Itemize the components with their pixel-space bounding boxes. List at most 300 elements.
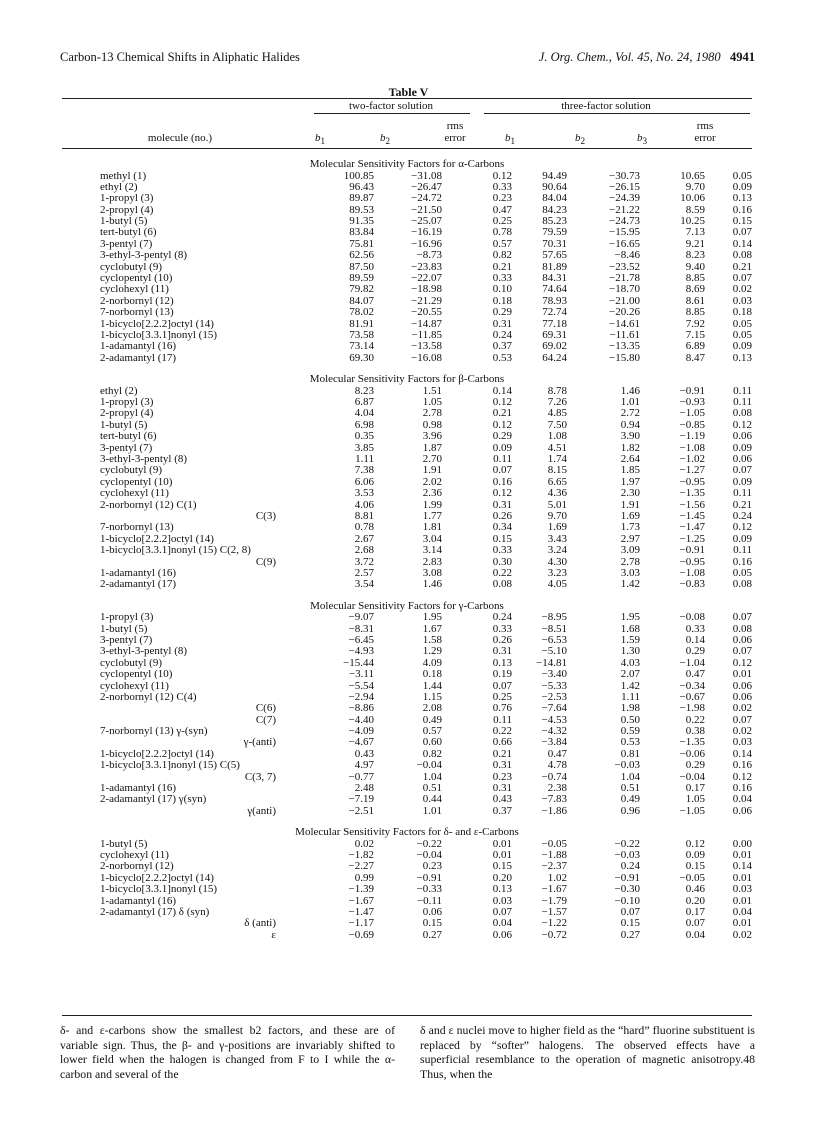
value-cell: 0.06 <box>732 430 752 443</box>
value-cell: −0.11 <box>416 894 442 907</box>
value-cell: 1.08 <box>547 430 567 443</box>
value-cell: −7.83 <box>541 793 567 806</box>
value-cell: 0.76 <box>492 702 512 715</box>
value-cell: 0.07 <box>732 272 752 285</box>
value-cell: −0.05 <box>679 871 705 884</box>
value-cell: −15.95 <box>609 226 640 239</box>
value-cell: 0.66 <box>492 736 512 749</box>
value-cell: −1.98 <box>679 702 705 715</box>
value-cell: −9.07 <box>348 611 374 624</box>
value-cell: 1.01 <box>422 804 442 817</box>
value-cell: 3.43 <box>547 532 567 545</box>
value-cell: 84.31 <box>542 272 567 285</box>
value-cell: −18.70 <box>609 283 640 296</box>
value-cell: −1.08 <box>679 566 705 579</box>
molecule-cell: cyclopentyl (10) <box>100 272 173 285</box>
molecule-cell: 1-propyl (3) <box>100 611 154 624</box>
value-cell: 0.07 <box>732 226 752 239</box>
value-cell: 73.14 <box>349 340 374 353</box>
value-cell: −7.64 <box>541 702 567 715</box>
value-cell: 69.31 <box>542 328 567 341</box>
value-cell: 0.99 <box>354 871 374 884</box>
value-cell: −11.85 <box>411 328 442 341</box>
value-cell: 94.49 <box>542 169 567 182</box>
molecule-cell: 3-pentyl (7) <box>100 237 153 250</box>
two-factor-rule <box>314 113 470 114</box>
value-cell: −0.22 <box>614 837 640 850</box>
col-three-b2: $b_2$ <box>574 132 586 147</box>
molecule-cell: cyclobutyl (9) <box>100 464 163 477</box>
molecule-cell: cyclobutyl (9) <box>100 260 163 273</box>
table-header-rule <box>62 148 752 149</box>
value-cell: 0.09 <box>732 340 752 353</box>
value-cell: 3.24 <box>547 544 567 557</box>
value-cell: 0.25 <box>492 215 512 228</box>
value-cell: −16.65 <box>609 237 640 250</box>
value-cell: 1.29 <box>422 645 442 658</box>
value-cell: 0.15 <box>492 860 512 873</box>
value-cell: 6.89 <box>685 340 705 353</box>
value-cell: 0.33 <box>492 622 512 635</box>
value-cell: 78.02 <box>349 306 374 319</box>
value-cell: −0.03 <box>614 759 640 772</box>
value-cell: 0.05 <box>732 169 752 182</box>
three-factor-header: three-factor solution <box>561 100 651 112</box>
value-cell: 0.11 <box>733 487 752 500</box>
value-cell: 2.30 <box>620 487 640 500</box>
value-cell: 1.42 <box>620 578 640 591</box>
value-cell: −0.08 <box>679 611 705 624</box>
value-cell: −0.03 <box>614 849 640 862</box>
value-cell: 0.02 <box>354 837 374 850</box>
value-cell: 0.50 <box>620 713 640 726</box>
value-cell: 81.91 <box>349 317 374 330</box>
value-cell: 0.06 <box>732 679 752 692</box>
value-cell: −1.82 <box>348 849 374 862</box>
value-cell: 3.54 <box>354 578 374 591</box>
value-cell: 64.24 <box>542 351 567 364</box>
value-cell: 9.70 <box>685 180 705 193</box>
value-cell: 8.47 <box>685 351 705 364</box>
table-row <box>62 692 752 703</box>
table-row <box>62 646 752 657</box>
value-cell: 0.13 <box>732 351 752 364</box>
molecule-cell: 3-ethyl-3-pentyl (8) <box>100 249 188 262</box>
table-body <box>62 155 752 941</box>
table-row <box>62 522 752 533</box>
value-cell: 0.23 <box>492 770 512 783</box>
value-cell: 9.21 <box>685 237 705 250</box>
value-cell: 0.08 <box>732 407 752 420</box>
table-title: Table V <box>388 85 429 99</box>
value-cell: 2.02 <box>422 475 442 488</box>
molecule-cell: 2-norbornyl (12) <box>100 294 174 307</box>
value-cell: 0.98 <box>422 418 442 431</box>
value-cell: 0.04 <box>732 793 752 806</box>
value-cell: 1.91 <box>422 464 442 477</box>
table-row <box>62 806 752 817</box>
value-cell: 2.67 <box>354 532 374 545</box>
value-cell: 6.65 <box>547 475 567 488</box>
value-cell: 0.01 <box>732 894 752 907</box>
value-cell: 0.13 <box>492 656 512 669</box>
value-cell: 0.24 <box>620 860 640 873</box>
value-cell: 0.20 <box>492 871 512 884</box>
value-cell: 1.81 <box>422 521 442 534</box>
two-factor-header: two-factor solution <box>348 100 433 112</box>
value-cell: 0.29 <box>492 306 512 319</box>
value-cell: −0.33 <box>416 883 442 896</box>
value-cell: 0.17 <box>685 906 705 919</box>
value-cell: 0.04 <box>492 917 512 930</box>
value-cell: 5.01 <box>547 498 567 511</box>
value-cell: −26.47 <box>411 180 442 193</box>
value-cell: 0.21 <box>492 747 512 760</box>
value-cell: −0.91 <box>614 871 640 884</box>
value-cell: 84.04 <box>542 192 567 205</box>
value-cell: −1.17 <box>348 917 374 930</box>
value-cell: 1.46 <box>620 384 640 397</box>
table-row <box>62 760 752 771</box>
value-cell: 0.21 <box>492 407 512 420</box>
value-cell: 0.14 <box>732 860 752 873</box>
table-row <box>62 930 752 941</box>
value-cell: 0.16 <box>732 555 752 568</box>
value-cell: 0.07 <box>685 917 705 930</box>
molecule-cell: 1-butyl (5) <box>100 418 148 431</box>
value-cell: −1.67 <box>541 883 567 896</box>
value-cell: 3.14 <box>422 544 442 557</box>
value-cell: −1.88 <box>541 849 567 862</box>
value-cell: 0.08 <box>732 249 752 262</box>
col-two-rms-error: rms error <box>444 120 466 144</box>
value-cell: 0.35 <box>354 430 374 443</box>
value-cell: 1.99 <box>422 498 442 511</box>
value-cell: 90.64 <box>542 180 567 193</box>
page-number: 4941 <box>730 50 755 64</box>
value-cell: 0.04 <box>685 928 705 941</box>
value-cell: 0.34 <box>492 521 512 534</box>
value-cell: −21.22 <box>609 203 640 216</box>
value-cell: −0.22 <box>416 837 442 850</box>
value-cell: −16.08 <box>411 351 442 364</box>
running-header-citation <box>539 50 755 65</box>
molecule-cell: cyclohexyl (11) <box>100 487 169 500</box>
molecule-cell: 2-propyl (4) <box>100 407 154 420</box>
value-cell: −6.53 <box>541 633 567 646</box>
value-cell: 8.59 <box>685 203 705 216</box>
value-cell: −4.93 <box>348 645 374 658</box>
value-cell: −1.04 <box>679 656 705 669</box>
molecule-cell: γ-(anti) <box>243 736 276 749</box>
section-title: Molecular Sensitivity Factors for β-Carbons <box>309 373 505 386</box>
col-three-b3: $b_3$ <box>636 132 648 147</box>
value-cell: 8.61 <box>685 294 705 307</box>
value-cell: 3.23 <box>547 566 567 579</box>
value-cell: 7.26 <box>547 396 567 409</box>
value-cell: 0.02 <box>732 725 752 738</box>
value-cell: 4.30 <box>547 555 567 568</box>
value-cell: 0.37 <box>492 340 512 353</box>
value-cell: −8.73 <box>416 249 442 262</box>
value-cell: 84.23 <box>542 203 567 216</box>
value-cell: −0.95 <box>679 555 705 568</box>
molecule-cell: tert-butyl (6) <box>100 226 157 239</box>
value-cell: 4.05 <box>547 578 567 591</box>
table-row <box>62 171 752 182</box>
value-cell: 0.22 <box>685 713 705 726</box>
value-cell: 0.51 <box>620 782 640 795</box>
value-cell: 0.16 <box>732 203 752 216</box>
value-cell: 0.21 <box>732 260 752 273</box>
value-cell: −0.93 <box>679 396 705 409</box>
value-cell: 0.31 <box>492 317 512 330</box>
molecule-cell: 7-norbornyl (13) <box>100 306 174 319</box>
molecule-cell: 1-butyl (5) <box>100 622 148 635</box>
table-row <box>62 545 752 556</box>
value-cell: 0.15 <box>620 917 640 930</box>
molecule-cell: 2-propyl (4) <box>100 203 154 216</box>
value-cell: 2.97 <box>620 532 640 545</box>
value-cell: −1.22 <box>541 917 567 930</box>
table-row <box>62 703 752 714</box>
value-cell: 0.23 <box>422 860 442 873</box>
journal-name: J. Org. Chem., <box>538 50 612 64</box>
molecule-cell: 1-adamantyl (16) <box>100 566 177 579</box>
value-cell: 1.69 <box>620 509 640 522</box>
value-cell: −3.40 <box>541 668 567 681</box>
molecule-cell: 7-norbornyl (13) γ-(syn) <box>100 725 208 738</box>
value-cell: 0.57 <box>492 237 512 250</box>
value-cell: 0.22 <box>492 725 512 738</box>
value-cell: −3.11 <box>348 668 374 681</box>
value-cell: 73.58 <box>349 328 374 341</box>
value-cell: 0.47 <box>492 203 512 216</box>
molecule-cell: 3-ethyl-3-pentyl (8) <box>100 452 188 465</box>
value-cell: 1.98 <box>620 702 640 715</box>
value-cell: 0.16 <box>492 475 512 488</box>
value-cell: −22.07 <box>411 272 442 285</box>
value-cell: 1.95 <box>620 611 640 624</box>
value-cell: 3.09 <box>620 544 640 557</box>
value-cell: 7.15 <box>685 328 705 341</box>
value-cell: 1.11 <box>355 452 374 465</box>
table-row <box>62 500 752 511</box>
value-cell: −1.05 <box>679 804 705 817</box>
value-cell: −20.26 <box>609 306 640 319</box>
table-row <box>62 420 752 431</box>
value-cell: 1.82 <box>620 441 640 454</box>
table-row <box>62 353 752 364</box>
value-cell: 1.77 <box>422 509 442 522</box>
value-cell: 4.51 <box>547 441 567 454</box>
molecule-cell: C(7) <box>255 713 276 726</box>
value-cell: 7.92 <box>685 317 705 330</box>
value-cell: 0.02 <box>732 702 752 715</box>
value-cell: 1.02 <box>547 871 567 884</box>
value-cell: 1.42 <box>620 679 640 692</box>
value-cell: 0.53 <box>620 736 640 749</box>
value-cell: −5.54 <box>348 679 374 692</box>
value-cell: 0.13 <box>732 192 752 205</box>
molecule-cell: tert-butyl (6) <box>100 430 157 443</box>
value-cell: 0.10 <box>492 283 512 296</box>
value-cell: 0.01 <box>732 668 752 681</box>
value-cell: 81.89 <box>542 260 567 273</box>
value-cell: 0.12 <box>492 169 512 182</box>
col-three-rms-error: rms error <box>694 120 716 144</box>
value-cell: −8.86 <box>348 702 374 715</box>
body-right-column: δ and ε nuclei move to higher field as the “hard” fluorine substituent is replaced by “softer” halogens. The observed effects have a superficial resemblance to the operation of magnetic anisotropy.48 Thus, when the <box>420 1023 755 1081</box>
value-cell: 4.78 <box>547 759 567 772</box>
col-two-b1: $b_1$ <box>314 132 326 147</box>
value-cell: −1.86 <box>541 804 567 817</box>
table-row <box>62 579 752 590</box>
value-cell: 0.09 <box>732 475 752 488</box>
table-row <box>62 397 752 408</box>
value-cell: 0.31 <box>492 498 512 511</box>
value-cell: 0.01 <box>732 849 752 862</box>
value-cell: 1.69 <box>547 521 567 534</box>
value-cell: 0.07 <box>620 906 640 919</box>
value-cell: −1.47 <box>348 906 374 919</box>
value-cell: 3.08 <box>422 566 442 579</box>
value-cell: 2.72 <box>620 407 640 420</box>
value-cell: −0.04 <box>416 849 442 862</box>
value-cell: 0.16 <box>732 759 752 772</box>
molecule-cell: cyclohexyl (11) <box>100 283 169 296</box>
value-cell: 1.04 <box>620 770 640 783</box>
value-cell: 100.85 <box>343 169 374 182</box>
molecule-cell: γ(anti) <box>247 804 276 817</box>
value-cell: 4.04 <box>354 407 374 420</box>
value-cell: 0.82 <box>422 747 442 760</box>
molecule-cell: 2-norbornyl (12) C(1) <box>100 498 197 511</box>
value-cell: 0.14 <box>732 237 752 250</box>
value-cell: 0.11 <box>733 396 752 409</box>
value-cell: −4.67 <box>348 736 374 749</box>
table-top-rule <box>62 98 752 99</box>
value-cell: 0.07 <box>492 906 512 919</box>
value-cell: 2.78 <box>422 407 442 420</box>
value-cell: 6.98 <box>354 418 374 431</box>
table-row <box>62 408 752 419</box>
value-cell: 1.59 <box>620 633 640 646</box>
section-gap <box>62 591 752 597</box>
value-cell: 10.06 <box>680 192 705 205</box>
value-cell: 0.33 <box>492 272 512 285</box>
molecule-cell: cyclohexyl (11) <box>100 849 169 862</box>
value-cell: −0.04 <box>679 770 705 783</box>
value-cell: 0.43 <box>492 793 512 806</box>
value-cell: 8.23 <box>685 249 705 262</box>
volume-issue: Vol. 45, No. 24, 1980 <box>615 50 721 64</box>
value-cell: 9.70 <box>547 509 567 522</box>
value-cell: 0.43 <box>354 747 374 760</box>
value-cell: 8.81 <box>354 509 374 522</box>
value-cell: −1.79 <box>541 894 567 907</box>
table-row <box>62 227 752 238</box>
value-cell: 8.15 <box>547 464 567 477</box>
value-cell: 2.36 <box>422 487 442 500</box>
value-cell: 77.18 <box>542 317 567 330</box>
value-cell: 0.01 <box>732 917 752 930</box>
value-cell: 87.50 <box>349 260 374 273</box>
value-cell: 0.27 <box>422 928 442 941</box>
table-row <box>62 488 752 499</box>
value-cell: 0.27 <box>620 928 640 941</box>
value-cell: 1.67 <box>422 622 442 635</box>
value-cell: 0.09 <box>732 532 752 545</box>
table-row <box>62 726 752 737</box>
value-cell: −0.72 <box>541 928 567 941</box>
value-cell: 1.44 <box>422 679 442 692</box>
value-cell: 1.68 <box>620 622 640 635</box>
value-cell: −6.45 <box>348 633 374 646</box>
value-cell: 1.74 <box>547 452 567 465</box>
value-cell: 1.97 <box>620 475 640 488</box>
value-cell: −0.91 <box>679 384 705 397</box>
value-cell: 4.97 <box>354 759 374 772</box>
value-cell: 2.57 <box>354 566 374 579</box>
value-cell: 0.00 <box>732 837 752 850</box>
value-cell: 0.82 <box>492 249 512 262</box>
value-cell: 0.07 <box>732 611 752 624</box>
value-cell: 0.38 <box>685 725 705 738</box>
value-cell: 8.78 <box>547 384 567 397</box>
value-cell: −0.30 <box>614 883 640 896</box>
value-cell: −1.67 <box>348 894 374 907</box>
value-cell: 0.11 <box>733 544 752 557</box>
value-cell: −2.27 <box>348 860 374 873</box>
value-cell: −14.81 <box>536 656 567 669</box>
molecule-cell: 2-adamantyl (17) γ(syn) <box>100 793 207 806</box>
value-cell: −14.61 <box>609 317 640 330</box>
section-title: Molecular Sensitivity Factors for α-Carbons <box>309 158 505 170</box>
value-cell: 0.53 <box>492 351 512 364</box>
value-cell: 3.03 <box>620 566 640 579</box>
value-cell: 0.51 <box>422 782 442 795</box>
value-cell: −23.52 <box>609 260 640 273</box>
value-cell: −2.94 <box>348 690 374 703</box>
value-cell: 89.53 <box>349 203 374 216</box>
value-cell: −0.67 <box>679 690 705 703</box>
value-cell: 0.96 <box>620 804 640 817</box>
value-cell: −24.39 <box>609 192 640 205</box>
value-cell: 0.09 <box>492 441 512 454</box>
table-row <box>62 794 752 805</box>
value-cell: 9.40 <box>685 260 705 273</box>
value-cell: −0.91 <box>679 544 705 557</box>
value-cell: −16.96 <box>411 237 442 250</box>
value-cell: 0.01 <box>492 837 512 850</box>
table-row <box>62 250 752 261</box>
value-cell: 0.19 <box>492 668 512 681</box>
value-cell: 0.11 <box>493 713 512 726</box>
value-cell: 0.16 <box>732 782 752 795</box>
value-cell: −7.19 <box>348 793 374 806</box>
value-cell: 1.05 <box>422 396 442 409</box>
value-cell: −24.73 <box>609 215 640 228</box>
value-cell: 0.14 <box>492 384 512 397</box>
table-row <box>62 205 752 216</box>
value-cell: 0.47 <box>547 747 567 760</box>
table-bottom-rule <box>62 1015 752 1016</box>
value-cell: −4.09 <box>348 725 374 738</box>
value-cell: 0.49 <box>620 793 640 806</box>
value-cell: 79.82 <box>349 283 374 296</box>
value-cell: 3.72 <box>354 555 374 568</box>
